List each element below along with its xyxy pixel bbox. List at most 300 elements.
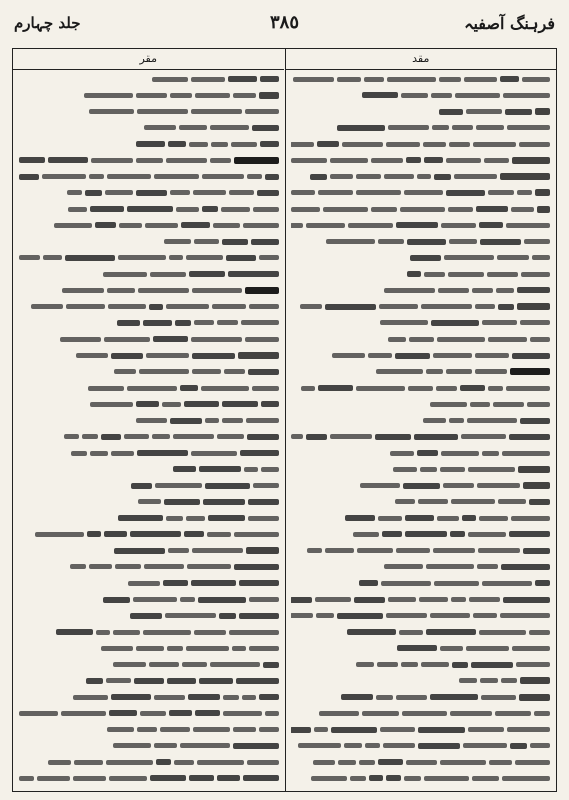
text-segment [470, 402, 490, 407]
text-segment [111, 694, 151, 700]
left-column-text [19, 73, 279, 785]
text-line [291, 480, 551, 492]
text-segment [136, 158, 163, 163]
text-segment [378, 516, 402, 521]
text-segment [223, 711, 262, 716]
text-segment [463, 743, 507, 748]
text-segment [466, 646, 509, 651]
page-header [14, 8, 555, 42]
text-line [291, 333, 551, 345]
text-segment [450, 531, 465, 537]
text-segment [180, 385, 198, 391]
text-segment [199, 466, 241, 472]
text-segment [523, 482, 550, 489]
text-line [291, 740, 551, 752]
text-segment [113, 630, 140, 635]
text-segment [152, 434, 170, 439]
text-line [19, 740, 279, 752]
text-line [291, 512, 551, 524]
text-segment [136, 418, 167, 423]
text-segment [414, 434, 458, 440]
text-segment [431, 93, 452, 98]
text-segment [167, 678, 196, 684]
text-segment [451, 499, 495, 504]
text-segment [238, 352, 279, 359]
text-line [19, 284, 279, 296]
text-segment [500, 173, 550, 180]
text-segment [252, 125, 279, 131]
text-segment [234, 564, 279, 570]
left-column-heading: مقر [13, 49, 284, 70]
text-segment [388, 125, 429, 130]
text-segment [263, 662, 279, 668]
text-segment [245, 337, 279, 342]
text-segment [224, 369, 245, 374]
text-line [291, 236, 551, 248]
text-segment [315, 597, 351, 602]
text-segment [384, 288, 435, 293]
text-segment [437, 516, 459, 521]
text-segment [426, 629, 476, 635]
text-segment [139, 369, 189, 374]
text-segment [359, 580, 378, 586]
text-segment [388, 597, 416, 602]
text-segment [376, 369, 423, 374]
text-segment [404, 776, 421, 781]
text-line [291, 203, 551, 215]
text-segment [396, 548, 430, 553]
text-segment [19, 174, 39, 180]
text-segment [104, 531, 127, 537]
text-line [19, 431, 279, 443]
text-segment [48, 760, 71, 765]
text-line [291, 154, 551, 166]
text-segment [438, 288, 469, 293]
text-segment [184, 401, 219, 407]
text-segment [150, 775, 185, 781]
text-segment [396, 222, 438, 228]
text-line [291, 138, 551, 150]
text-segment [19, 157, 45, 163]
text-segment [291, 597, 313, 603]
text-segment [170, 190, 190, 195]
text-segment [260, 76, 279, 82]
text-segment [383, 743, 415, 748]
text-segment [130, 531, 181, 537]
text-segment [201, 386, 249, 391]
text-segment [402, 711, 447, 716]
text-segment [318, 190, 353, 195]
text-line [19, 691, 279, 703]
text-line [291, 691, 551, 703]
text-segment [362, 711, 399, 716]
text-segment [418, 727, 466, 733]
text-segment [145, 223, 178, 228]
text-segment [405, 515, 434, 521]
text-segment [311, 776, 347, 781]
text-segment [217, 775, 240, 781]
text-segment [60, 337, 101, 342]
text-line [291, 594, 551, 606]
text-line [19, 659, 279, 671]
text-segment [211, 142, 228, 147]
text-line [19, 626, 279, 638]
text-segment [380, 320, 428, 325]
text-segment [325, 304, 376, 310]
text-segment [291, 727, 312, 733]
text-segment [449, 418, 464, 423]
text-segment [210, 662, 260, 667]
text-segment [481, 695, 516, 700]
text-segment [252, 386, 279, 391]
text-segment [19, 255, 40, 260]
text-segment [226, 255, 256, 261]
text-segment [417, 450, 438, 456]
text-segment [387, 77, 436, 82]
text-segment [91, 158, 133, 163]
text-segment [232, 646, 246, 651]
text-segment [501, 564, 550, 570]
text-segment [170, 93, 192, 98]
text-segment [191, 580, 236, 586]
text-segment [155, 483, 202, 488]
text-segment [325, 548, 354, 553]
text-line [19, 219, 279, 231]
text-segment [377, 662, 398, 667]
text-segment [109, 710, 137, 716]
text-segment [199, 678, 233, 684]
text-segment [168, 548, 189, 553]
text-segment [475, 369, 507, 374]
text-segment [165, 613, 216, 618]
text-segment [95, 222, 116, 228]
text-segment [408, 386, 433, 391]
text-segment [248, 369, 279, 375]
text-segment [378, 759, 403, 765]
text-segment [114, 548, 165, 554]
text-segment [169, 710, 192, 716]
text-segment [233, 743, 279, 749]
text-line [19, 447, 279, 459]
text-segment [89, 109, 134, 114]
text-segment [439, 109, 463, 115]
text-segment [205, 483, 250, 489]
text-segment [369, 775, 383, 781]
text-segment [291, 207, 321, 212]
text-segment [137, 450, 188, 456]
text-segment [248, 516, 279, 521]
text-segment [105, 190, 133, 195]
text-segment [356, 386, 405, 391]
text-segment [379, 304, 418, 309]
text-segment [452, 125, 473, 130]
text-segment [507, 727, 550, 732]
text-segment [192, 548, 243, 553]
text-line [291, 171, 551, 183]
text-segment [175, 320, 191, 326]
text-segment [426, 369, 443, 374]
text-segment [223, 695, 239, 700]
text-segment [516, 662, 550, 667]
text-segment [517, 303, 550, 310]
text-segment [136, 93, 167, 98]
text-line [136, 415, 279, 427]
text-segment [168, 141, 187, 147]
text-line [291, 252, 551, 264]
text-segment [61, 711, 106, 716]
text-segment [137, 109, 188, 114]
text-line [291, 350, 551, 362]
text-segment [222, 418, 243, 423]
text-segment [124, 434, 149, 439]
text-segment [245, 287, 279, 294]
text-segment [420, 467, 437, 472]
text-segment [195, 93, 230, 98]
text-segment [253, 207, 279, 212]
text-segment [184, 531, 204, 537]
text-line [19, 268, 279, 280]
text-segment [512, 353, 550, 359]
text-segment [439, 77, 461, 82]
text-segment [62, 288, 104, 293]
text-segment [217, 434, 244, 439]
text-segment [210, 158, 230, 163]
text-segment [426, 564, 474, 569]
text-segment [176, 207, 199, 212]
text-segment [446, 369, 472, 374]
text-line [291, 772, 551, 784]
text-segment [317, 141, 338, 147]
text-segment [356, 662, 374, 667]
text-segment [194, 320, 214, 325]
text-segment [449, 239, 477, 244]
text-line [291, 642, 551, 654]
text-line [19, 73, 279, 85]
text-segment [496, 288, 514, 293]
text-segment [467, 418, 517, 423]
text-segment [127, 386, 177, 391]
text-segment [482, 581, 532, 586]
text-segment [350, 776, 366, 781]
text-segment [240, 450, 279, 456]
text-segment [65, 255, 114, 261]
text-line [291, 89, 551, 101]
text-segment [169, 255, 183, 260]
text-segment [259, 727, 279, 732]
text-line [407, 268, 550, 280]
text-segment [189, 775, 214, 781]
text-segment [478, 548, 520, 553]
text-segment [70, 564, 86, 569]
text-segment [487, 272, 518, 277]
text-segment [191, 337, 242, 342]
text-segment [313, 760, 335, 765]
text-segment [498, 499, 526, 504]
text-segment [173, 466, 196, 472]
text-segment [42, 174, 86, 179]
text-segment [166, 516, 183, 521]
text-segment [265, 174, 278, 180]
text-segment [433, 548, 475, 553]
text-segment [395, 499, 415, 504]
text-segment [68, 207, 87, 212]
text-segment [430, 402, 467, 407]
text-segment [182, 662, 207, 667]
text-segment [301, 386, 315, 391]
text-segment [160, 727, 190, 732]
text-segment [371, 158, 403, 163]
text-segment [222, 239, 248, 245]
text-segment [484, 158, 509, 163]
text-segment [163, 580, 188, 586]
text-segment [233, 727, 256, 732]
text-line [19, 333, 279, 345]
text-segment [502, 451, 550, 456]
text-segment [407, 239, 446, 245]
text-segment [347, 629, 396, 635]
text-segment [446, 190, 485, 196]
text-segment [86, 678, 103, 684]
column-divider [285, 49, 286, 791]
text-segment [259, 255, 279, 260]
text-line [291, 707, 551, 719]
text-segment [448, 207, 473, 212]
text-segment [186, 646, 229, 651]
text-segment [455, 93, 500, 98]
text-segment [133, 597, 177, 602]
text-segment [243, 223, 279, 228]
text-segment [471, 662, 513, 668]
text-segment [173, 434, 214, 439]
text-segment [532, 255, 550, 260]
text-segment [85, 190, 102, 196]
text-segment [371, 207, 398, 212]
text-segment [89, 174, 105, 179]
text-line [291, 659, 551, 671]
text-segment [473, 142, 516, 147]
text-segment [108, 304, 146, 309]
text-segment [149, 662, 179, 667]
text-segment [181, 222, 210, 228]
text-segment [477, 483, 520, 488]
text-segment [475, 304, 495, 309]
text-line [291, 415, 551, 427]
text-segment [106, 678, 131, 683]
text-segment [293, 77, 334, 82]
text-segment [144, 564, 184, 569]
text-segment [291, 142, 315, 147]
text-segment [510, 743, 527, 749]
text-segment [48, 157, 88, 163]
text-segment [228, 271, 279, 277]
text-segment [43, 255, 63, 260]
text-segment [239, 580, 279, 586]
text-segment [35, 532, 84, 537]
text-segment [241, 320, 279, 325]
text-segment [448, 272, 484, 277]
text-segment [520, 418, 550, 424]
text-segment [488, 386, 503, 391]
text-line [19, 642, 279, 654]
text-segment [338, 760, 356, 765]
text-segment [111, 451, 134, 456]
text-segment [207, 532, 231, 537]
text-segment [440, 467, 465, 472]
text-line [19, 350, 279, 362]
text-segment [436, 386, 457, 391]
text-segment [247, 434, 279, 440]
text-segment [437, 337, 485, 342]
text-segment [443, 483, 474, 488]
text-line [19, 122, 279, 134]
text-segment [472, 288, 493, 293]
text-line [19, 772, 279, 784]
text-line [291, 626, 551, 638]
text-segment [191, 77, 225, 82]
text-segment [502, 776, 550, 781]
text-segment [433, 353, 472, 358]
text-segment [512, 646, 550, 651]
text-segment [449, 142, 470, 147]
right-column-heading: مقد [286, 49, 557, 70]
text-segment [186, 516, 205, 521]
text-segment [405, 531, 447, 537]
text-segment [326, 239, 375, 244]
page-frame [12, 48, 557, 792]
text-segment [154, 695, 185, 700]
text-segment [316, 613, 334, 618]
text-segment [364, 77, 384, 82]
text-segment [236, 678, 279, 684]
text-segment [341, 694, 373, 700]
text-segment [90, 451, 108, 456]
text-segment [424, 776, 469, 781]
text-line [291, 561, 551, 573]
text-segment [418, 743, 460, 749]
text-segment [482, 451, 499, 456]
text-segment [174, 760, 194, 765]
text-segment [154, 743, 177, 748]
text-segment [162, 402, 181, 407]
text-segment [421, 662, 449, 667]
text-segment [537, 206, 550, 213]
text-segment [114, 369, 136, 374]
text-line [136, 138, 279, 150]
text-segment [479, 516, 508, 521]
text-segment [356, 190, 402, 195]
text-segment [191, 451, 237, 456]
text-segment [430, 613, 470, 618]
text-line [291, 756, 551, 768]
text-segment [337, 613, 383, 619]
text-line [19, 707, 279, 719]
text-segment [192, 288, 242, 293]
text-segment [143, 320, 172, 326]
text-line [19, 561, 279, 573]
text-segment [509, 531, 550, 537]
text-segment [497, 255, 529, 260]
text-segment [440, 760, 486, 765]
text-segment [441, 451, 479, 456]
text-segment [365, 743, 380, 748]
text-segment [195, 710, 220, 716]
text-segment [109, 776, 147, 781]
text-segment [479, 222, 504, 228]
text-segment [404, 190, 443, 195]
text-segment [208, 515, 245, 521]
text-segment [393, 467, 417, 472]
text-segment [194, 239, 219, 244]
